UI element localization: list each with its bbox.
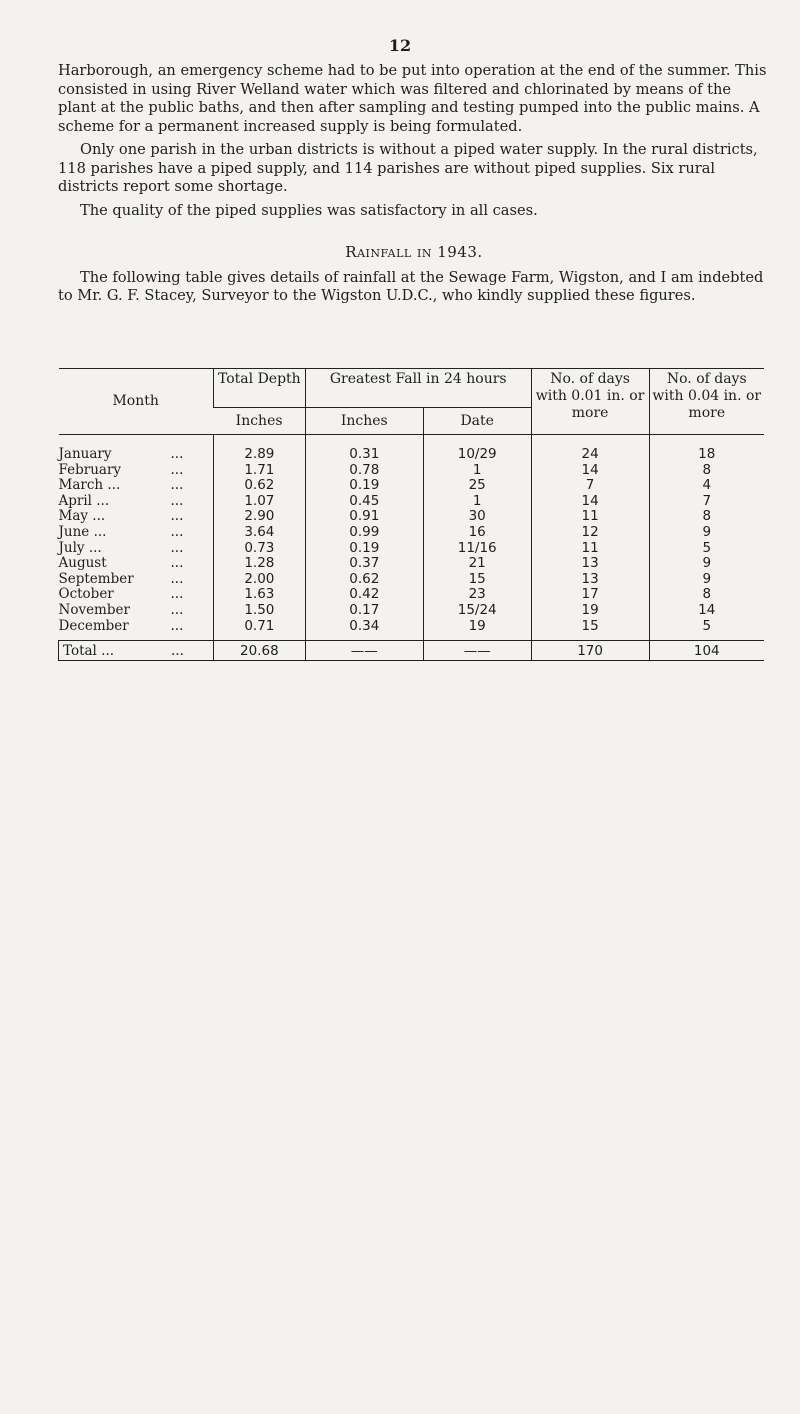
header-inches: Inches xyxy=(213,408,305,435)
days-001-cell: 15 xyxy=(531,619,649,641)
total-depth-cell: 1.28 xyxy=(213,556,305,572)
section-heading: Rainfall in 1943. xyxy=(345,243,483,261)
days-001-cell: 13 xyxy=(531,556,649,572)
greatest-fall-cell: 0.78 xyxy=(305,463,423,479)
month-cell: December ... xyxy=(58,617,184,634)
body-text xyxy=(58,62,770,311)
total-depth-cell: 3.64 xyxy=(213,525,305,541)
date-cell: 11/16 xyxy=(423,541,531,557)
greatest-fall-cell: 0.19 xyxy=(305,478,423,494)
days-001-cell: 11 xyxy=(531,541,649,557)
total-depth-cell: 2.89 xyxy=(213,435,305,463)
month-cell: November ... xyxy=(58,601,184,618)
days-004-cell: 9 xyxy=(649,525,764,541)
date-cell: 16 xyxy=(423,525,531,541)
date-cell: 15/24 xyxy=(423,603,531,619)
days-004-cell: 4 xyxy=(649,478,764,494)
days-001-cell: 19 xyxy=(531,603,649,619)
total-row xyxy=(59,641,765,661)
days-004-cell: 7 xyxy=(649,494,764,510)
total-depth-cell: 1.07 xyxy=(213,494,305,510)
table-row xyxy=(59,572,765,588)
date-cell: 19 xyxy=(423,619,531,641)
days-001-cell: 11 xyxy=(531,509,649,525)
month-cell: February ... xyxy=(58,461,184,478)
days-004-cell: 9 xyxy=(649,556,764,572)
month-cell: January ... xyxy=(58,446,184,462)
days-004-sum: 104 xyxy=(649,641,764,661)
month-cell: October ... xyxy=(58,586,184,603)
date-cell: 1 xyxy=(423,494,531,510)
total-depth-cell: 0.73 xyxy=(213,541,305,557)
table-row xyxy=(59,619,765,641)
total-label-cell: Total ... ... xyxy=(59,641,214,661)
table-row xyxy=(59,509,765,525)
table-row xyxy=(59,541,765,557)
date-cell: 21 xyxy=(423,556,531,572)
month-cell: August ... xyxy=(58,555,184,572)
header-date: Date xyxy=(423,408,531,435)
month-cell: September ... xyxy=(58,570,184,587)
days-004-cell: 5 xyxy=(649,541,764,557)
header-greatest-fall: Greatest Fall in 24 hours xyxy=(305,369,531,408)
total-depth-cell: 1.63 xyxy=(213,587,305,603)
paragraph-water-scheme: Harborough, an emergency scheme had to be put into operation at the end of the summer. This consisted in using River Welland water which was filtered and chlorinated by means of the plant at the public baths, and then after sampling and testing pumped into the public mains. A scheme for a permanent increased supply is being formulated. xyxy=(58,62,767,135)
greatest-fall-cell: 0.62 xyxy=(305,572,423,588)
date-cell: 1 xyxy=(423,463,531,479)
greatest-fall-cell: 0.31 xyxy=(305,435,423,463)
greatest-fall-cell: 0.34 xyxy=(305,619,423,641)
date-cell: 15 xyxy=(423,572,531,588)
days-004-cell: 9 xyxy=(649,572,764,588)
days-001-cell: 14 xyxy=(531,463,649,479)
days-001-cell: 12 xyxy=(531,525,649,541)
days-001-sum: 170 xyxy=(531,641,649,661)
paragraph-piped-supply: Only one parish in the urban districts is without a piped water supply. In the rural districts, 118 parishes have a piped supply, and 114 parishes are without piped supplies. Six rural districts report some shortage. xyxy=(58,141,758,195)
days-004-cell: 8 xyxy=(649,509,764,525)
page-number: 12 xyxy=(388,36,412,55)
header-month: Month xyxy=(59,369,214,435)
total-depth-cell: 0.71 xyxy=(213,619,305,641)
header-total-depth: Total Depth xyxy=(213,369,305,408)
days-001-cell: 7 xyxy=(531,478,649,494)
table-row xyxy=(59,463,765,479)
paragraph-rainfall-intro: The following table gives details of rainfall at the Sewage Farm, Wigston, and I am indebted to Mr. G. F. Stacey, Surveyor to the Wigston U.D.C., who kindly supplied these figures. xyxy=(58,268,764,304)
month-cell: June ... ... xyxy=(58,523,184,540)
month-cell: April ... ... xyxy=(58,492,184,509)
days-001-cell: 17 xyxy=(531,587,649,603)
days-001-cell: 24 xyxy=(531,435,649,463)
date-cell: 25 xyxy=(423,478,531,494)
days-004-cell: 5 xyxy=(649,619,764,641)
days-004-cell: 8 xyxy=(649,587,764,603)
greatest-fall-dash: —— xyxy=(305,641,423,661)
header-days-001: No. of days with 0.01 in. or more xyxy=(531,369,649,435)
table-row xyxy=(59,587,765,603)
header-fall-inches: Inches xyxy=(305,408,423,435)
greatest-fall-cell: 0.37 xyxy=(305,556,423,572)
greatest-fall-cell: 0.19 xyxy=(305,541,423,557)
paragraph-quality: The quality of the piped supplies was satisfactory in all cases. xyxy=(80,201,538,219)
total-depth-cell: 2.90 xyxy=(213,509,305,525)
greatest-fall-cell: 0.91 xyxy=(305,509,423,525)
greatest-fall-cell: 0.45 xyxy=(305,494,423,510)
table-row xyxy=(59,435,765,463)
table-row xyxy=(59,478,765,494)
greatest-fall-cell: 0.99 xyxy=(305,525,423,541)
total-depth-cell: 1.71 xyxy=(213,463,305,479)
rainfall-table xyxy=(58,368,764,661)
total-depth-cell: 2.00 xyxy=(213,572,305,588)
total-depth-sum: 20.68 xyxy=(213,641,305,661)
days-004-cell: 14 xyxy=(649,603,764,619)
date-cell: 30 xyxy=(423,509,531,525)
table-row xyxy=(59,556,765,572)
days-001-cell: 14 xyxy=(531,494,649,510)
total-depth-cell: 1.50 xyxy=(213,603,305,619)
header-days-004: No. of days with 0.04 in. or more xyxy=(649,369,764,435)
total-depth-cell: 0.62 xyxy=(213,478,305,494)
days-004-cell: 8 xyxy=(649,463,764,479)
greatest-fall-cell: 0.42 xyxy=(305,587,423,603)
table-row xyxy=(59,603,765,619)
greatest-fall-cell: 0.17 xyxy=(305,603,423,619)
table-row xyxy=(59,494,765,510)
date-cell: 10/29 xyxy=(423,435,531,463)
month-cell: March ... ... xyxy=(58,477,184,494)
table-row xyxy=(59,525,765,541)
days-001-cell: 13 xyxy=(531,572,649,588)
days-004-cell: 18 xyxy=(649,435,764,463)
date-dash: —— xyxy=(423,641,531,661)
month-cell: May ... ... xyxy=(58,508,184,525)
date-cell: 23 xyxy=(423,587,531,603)
month-cell: July ... ... xyxy=(58,539,184,556)
